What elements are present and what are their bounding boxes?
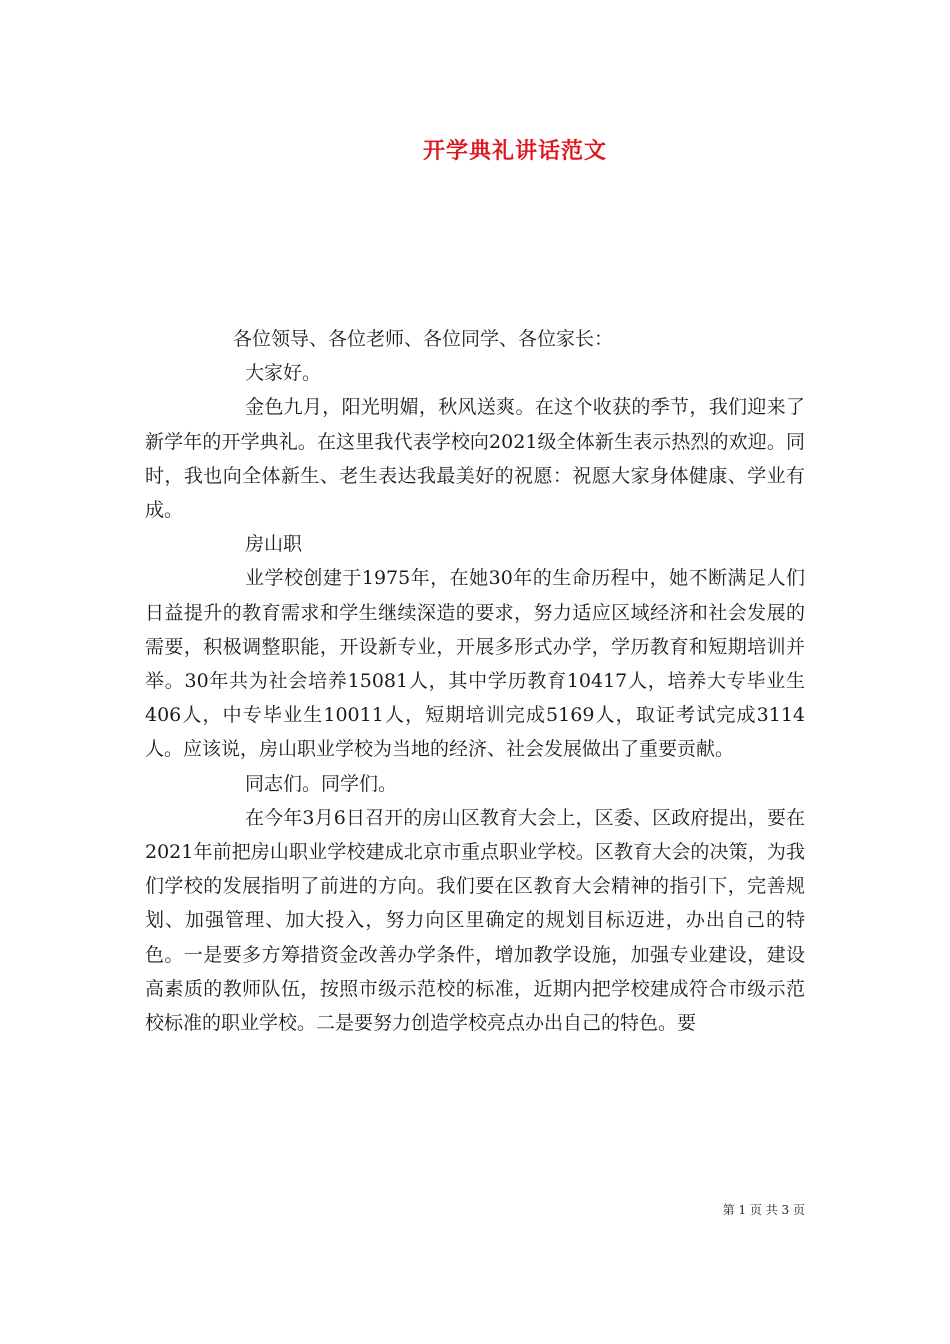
body-paragraph: 房山职 bbox=[245, 533, 303, 556]
salutation-paragraph: 各位领导、各位老师、各位同学、各位家长： bbox=[233, 328, 614, 350]
document-body bbox=[145, 322, 805, 1040]
body-paragraph: 业学校创建于1975年，在她30年的生命历程中，她不断满足人们日益提升的教育需求和学生继续深造的要求，努力适应区域经济和社会发展的需要，积极调整职能，开设新专业，开展多形式办学，学历教育和短期培训并举。30年共为社会培养15081人，其中学历教育10417人，培养大专毕业生406人，中专毕业生10011人，短期培训完成5169人，取证考试完成3114人。应该说，房山职业学校为当地的经济、社会发展做出了重要贡献。 bbox=[145, 567, 805, 761]
address-paragraph: 同志们。同学们。 bbox=[245, 772, 398, 795]
body-paragraph: 金色九月，阳光明媚，秋风送爽。在这个收获的季节，我们迎来了新学年的开学典礼。在这里我代表学校向2021级全体新生表示热烈的欢迎。同时，我也向全体新生、老生表达我最美好的祝愿：祝愿大家身体健康、学业有成。 bbox=[145, 396, 805, 522]
body-paragraph: 在今年3月6日召开的房山区教育大会上，区委、区政府提出，要在2021年前把房山职业学校建成北京市重点职业学校。区教育大会的决策，为我们学校的发展指明了前进的方向。我们要在区教育大会精神的指引下，完善规划、加强管理、加大投入，努力向区里确定的规划目标迈进，办出自己的特色。一是要多方筹措资金改善办学条件，增加教学设施，加强专业建设，建设高素质的教师队伍，按照市级示范校的标准，近期内把学校建成符合市级示范校标准的职业学校。二是要努力创造学校亮点办出自己的特色。要 bbox=[145, 806, 805, 1035]
greeting-paragraph: 大家好。 bbox=[245, 362, 322, 385]
document-title: 开学典礼讲话范文 bbox=[422, 138, 607, 164]
page-number-footer: 第 1 页 共 3 页 bbox=[722, 1203, 805, 1217]
